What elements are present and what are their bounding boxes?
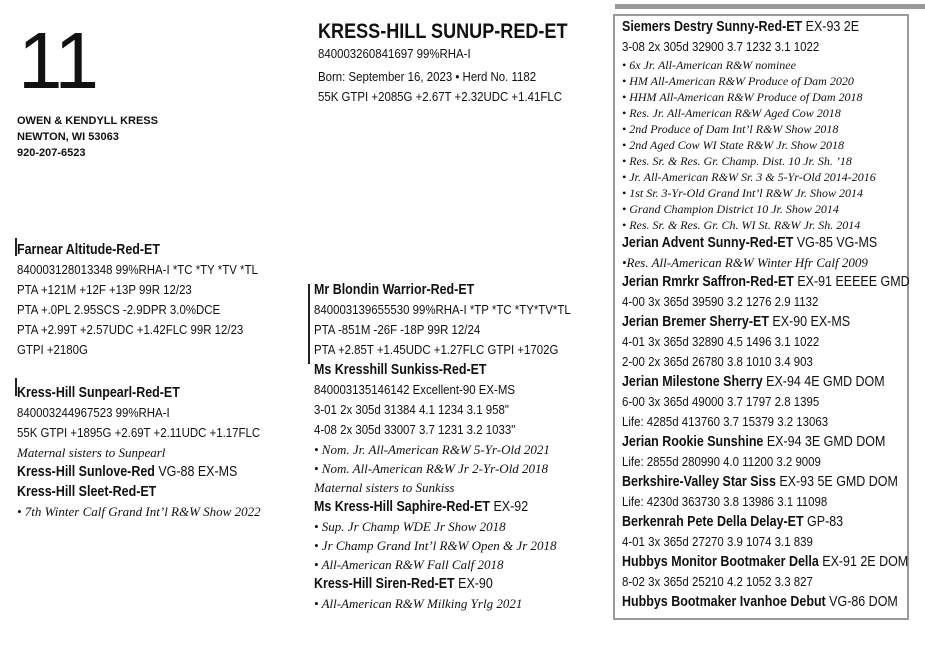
g5-dam-name: Jerian Rmrkr Saffron-Red-ET bbox=[622, 274, 794, 290]
g4-dam bbox=[622, 233, 910, 253]
mgs-block bbox=[314, 280, 606, 360]
consignor-block bbox=[17, 113, 158, 161]
granddam-sister-2-note: • All-American R&W Milking Yrlg 2021 bbox=[314, 596, 523, 611]
granddam-sister-2 bbox=[314, 574, 528, 594]
g5-dam-record: 4-00 3x 365d 39590 3.2 1276 2.9 1132 bbox=[622, 294, 819, 309]
top-rule bbox=[615, 4, 925, 9]
g3-dam-note: • 1st Sr. 3-Yr-Old Grand Int’l R&W Jr. Show 2014 bbox=[622, 186, 863, 200]
animal-header bbox=[318, 20, 608, 107]
mgs-line: PTA +2.85T +1.45UDC +1.27FLC GTPI +1702G bbox=[314, 342, 559, 357]
g3-dam-class: EX-93 2E bbox=[805, 19, 860, 35]
granddam-sister-1-note: • All-American R&W Fall Calf 2018 bbox=[314, 557, 504, 572]
mgs-name: Mr Blondin Warrior-Red-ET bbox=[314, 282, 475, 298]
granddam-sister-1 bbox=[314, 497, 528, 517]
animal-genomics: 55K GTPI +2085G +2.67T +2.32UDC +1.41FLC bbox=[318, 89, 562, 104]
owner-name: OWEN & KENDYLL KRESS bbox=[17, 115, 158, 127]
granddam-sister-1-name: Ms Kress-Hill Saphire-Red-ET bbox=[314, 499, 491, 515]
g11-dam-record: 8-02 3x 365d 25210 4.2 1052 3.3 827 bbox=[622, 574, 813, 589]
g12-dam bbox=[622, 592, 910, 612]
g5-dam-class: EX-91 EEEEE GMD bbox=[797, 274, 910, 290]
g7-dam-class: EX-94 4E GMD DOM bbox=[766, 374, 885, 390]
dam-sister-1-name: Kress-Hill Sunlove-Red bbox=[17, 464, 155, 480]
g8-dam-name: Jerian Rookie Sunshine bbox=[622, 434, 764, 450]
g4-dam-class: VG-85 VG-MS bbox=[796, 235, 878, 251]
g12-dam-name: Hubbys Bootmaker Ivanhoe Debut bbox=[622, 594, 826, 610]
dam-line: 55K GTPI +1895G +2.69T +2.11UDC +1.17FLC bbox=[17, 425, 261, 440]
g7-dam-name: Jerian Milestone Sherry bbox=[622, 374, 763, 390]
owner-city: NEWTON, WI 53063 bbox=[17, 131, 119, 143]
g7-dam bbox=[622, 372, 910, 392]
granddam-name: Ms Kresshill Sunkiss-Red-ET bbox=[314, 362, 487, 378]
granddam-line: 4-08 2x 305d 33007 3.7 1231 3.2 1033" bbox=[314, 422, 516, 437]
g7-dam-record: Life: 4285d 413760 3.7 15379 3.2 13063 bbox=[622, 414, 829, 429]
g3-dam-note: • Jr. All-American R&W Sr. 3 & 5-Yr-Old 2014-2016 bbox=[622, 170, 876, 184]
granddam-note: • Nom. All-American R&W Jr 2-Yr-Old 2018 bbox=[314, 461, 549, 476]
g6-dam-class: EX-90 EX-MS bbox=[772, 314, 851, 330]
dam-line: 840003244967523 99%RHA-I bbox=[17, 405, 170, 420]
g3-dam-note: • 2nd Produce of Dam Int’l R&W Show 2018 bbox=[622, 122, 839, 136]
g3-dam bbox=[622, 17, 910, 37]
mgs-line: PTA -851M -26F -18P 99R 12/24 bbox=[314, 322, 481, 337]
mgs-line: 840003139655530 99%RHA-I *TP *TC *TY*TV*TL bbox=[314, 302, 571, 317]
g7-dam-record: 6-00 3x 365d 49000 3.7 1797 2.8 1395 bbox=[622, 394, 820, 409]
sire-name: Farnear Altitude-Red-ET bbox=[17, 242, 160, 258]
g6-dam-record: 4-01 3x 365d 32890 4.5 1496 3.1 1022 bbox=[622, 334, 820, 349]
g3-dam-note: • 2nd Aged Cow WI State R&W Jr. Show 2018 bbox=[622, 138, 844, 152]
dam-sister-2-note: • 7th Winter Calf Grand Int’l R&W Show 2022 bbox=[17, 504, 261, 519]
g10-dam-class: GP-83 bbox=[807, 514, 844, 530]
sire-block bbox=[17, 240, 291, 360]
g12-dam-class: VG-86 DOM bbox=[829, 594, 898, 610]
dam-block bbox=[17, 383, 293, 521]
g6-dam-name: Jerian Bremer Sherry-ET bbox=[622, 314, 769, 330]
dam-sister-1-class: VG-88 EX-MS bbox=[158, 464, 238, 480]
granddam-sister-2-class: EX-90 bbox=[458, 576, 493, 592]
g5-dam bbox=[622, 272, 910, 292]
granddam-block bbox=[314, 360, 563, 613]
animal-registration: 840003260841697 99%RHA-I bbox=[318, 46, 471, 61]
mgs-bracket bbox=[308, 284, 310, 364]
g10-dam-name: Berkenrah Pete Della Delay-ET bbox=[622, 514, 804, 530]
dam-maternal-note: Maternal sisters to Sunpearl bbox=[17, 445, 166, 460]
granddam-sister-2-name: Kress-Hill Siren-Red-ET bbox=[314, 576, 455, 592]
g10-dam bbox=[622, 512, 910, 532]
sire-line: GTPI +2180G bbox=[17, 342, 88, 357]
dam-sister-1 bbox=[17, 462, 255, 482]
g10-dam-record: 4-01 3x 365d 27270 3.9 1074 3.1 839 bbox=[622, 534, 813, 549]
g3-dam-note: • Grand Champion District 10 Jr. Show 2014 bbox=[622, 202, 839, 216]
g11-dam-class: EX-91 2E DOM bbox=[822, 554, 909, 570]
granddam-maternal-note: Maternal sisters to Sunkiss bbox=[314, 480, 455, 495]
g9-dam bbox=[622, 472, 910, 492]
g3-dam-note: • HM All-American R&W Produce of Dam 2020 bbox=[622, 74, 854, 88]
animal-name: KRESS-HILL SUNUP-RED-ET bbox=[318, 20, 568, 43]
sire-line: PTA +.0PL 2.95SCS -2.9DPR 3.0%DCE bbox=[17, 302, 221, 317]
g9-dam-class: EX-93 5E GMD DOM bbox=[779, 474, 898, 490]
sire-line: PTA +121M +12F +13P 99R 12/23 bbox=[17, 282, 192, 297]
g3-dam-note: • HHM All-American R&W Produce of Dam 2018 bbox=[622, 90, 863, 104]
g6-dam-record: 2-00 2x 365d 26780 3.8 1010 3.4 903 bbox=[622, 354, 813, 369]
pedigree-box-content bbox=[622, 17, 925, 612]
animal-birth: Born: September 16, 2023 • Herd No. 1182 bbox=[318, 69, 537, 84]
granddam-sister-1-note: • Sup. Jr Champ WDE Jr Show 2018 bbox=[314, 519, 506, 534]
g8-dam bbox=[622, 432, 910, 452]
g9-dam-name: Berkshire-Valley Star Siss bbox=[622, 474, 776, 490]
owner-phone: 920-207-6523 bbox=[17, 147, 86, 159]
g3-dam-note: • 6x Jr. All-American R&W nominee bbox=[622, 58, 796, 72]
granddam-sister-1-class: EX-92 bbox=[493, 499, 529, 515]
lot-number: 11 bbox=[18, 16, 98, 105]
g11-dam bbox=[622, 552, 910, 572]
dam-sister-2-name: Kress-Hill Sleet-Red-ET bbox=[17, 484, 157, 500]
granddam-note: • Nom. Jr. All-American R&W 5-Yr-Old 2021 bbox=[314, 442, 550, 457]
g3-dam-name: Siemers Destry Sunny-Red-ET bbox=[622, 19, 803, 35]
g8-dam-record: Life: 2855d 280990 4.0 11200 3.2 9009 bbox=[622, 454, 821, 469]
g8-dam-class: EX-94 3E GMD DOM bbox=[766, 434, 886, 450]
g3-dam-note: • Res. Sr. & Res. Gr. Ch. WI St. R&W Jr. Sh. 2014 bbox=[622, 218, 861, 232]
dam-name: Kress-Hill Sunpearl-Red-ET bbox=[17, 385, 180, 401]
g3-dam-note: • Res. Sr. & Res. Gr. Champ. Dist. 10 Jr. Sh. ’18 bbox=[622, 154, 852, 168]
g11-dam-name: Hubbys Monitor Bootmaker Della bbox=[622, 554, 819, 570]
g4-dam-note: •Res. All-American R&W Winter Hfr Calf 2009 bbox=[622, 255, 868, 270]
granddam-sister-1-note: • Jr Champ Grand Int’l R&W Open & Jr 2018 bbox=[314, 538, 557, 553]
g3-dam-record: 3-08 2x 305d 32900 3.7 1232 3.1 1022 bbox=[622, 39, 820, 54]
granddam-line: 3-01 2x 305d 31384 4.1 1234 3.1 958" bbox=[314, 402, 509, 417]
granddam-line: 840003135146142 Excellent-90 EX-MS bbox=[314, 382, 515, 397]
pedigree-box bbox=[613, 14, 909, 620]
g9-dam-record: Life: 4230d 363730 3.8 13986 3.1 11098 bbox=[622, 494, 828, 509]
sire-line: PTA +2.99T +2.57UDC +1.42FLC 99R 12/23 bbox=[17, 322, 244, 337]
g6-dam bbox=[622, 312, 910, 332]
g3-dam-note: • Res. Jr. All-American R&W Aged Cow 2018 bbox=[622, 106, 841, 120]
sire-line: 840003128013348 99%RHA-I *TC *TY *TV *TL bbox=[17, 262, 258, 277]
g4-dam-name: Jerian Advent Sunny-Red-ET bbox=[622, 235, 794, 251]
